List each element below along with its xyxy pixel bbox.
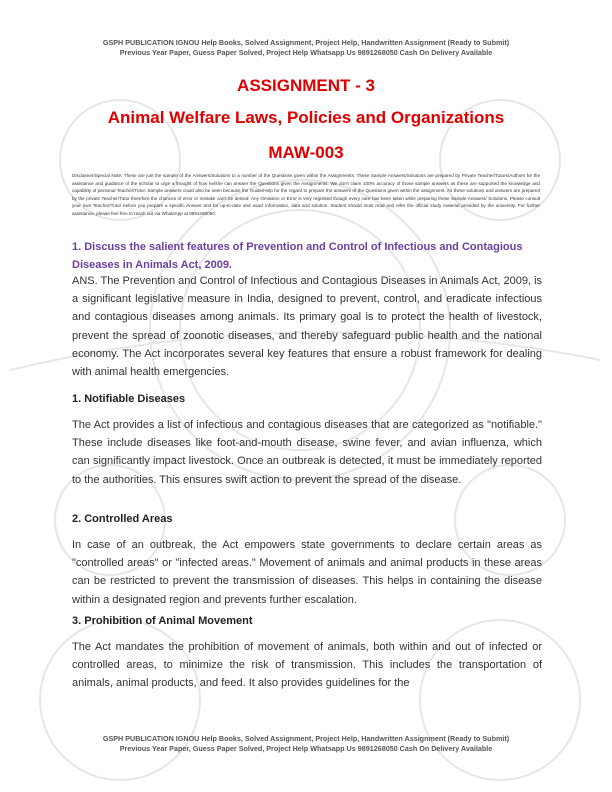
footer-line-2: Previous Year Paper, Guess Paper Solved, Project Help Whatsapp Us 9891268050 Cash On Delivery Available [119, 744, 493, 753]
disclaimer-note: Disclaimer/Special Note: These are just the sample of the Answers/Solutions to a number of the Questions given within the Assignments. These Sample Answers/Solutions are prepared by Private Teacher/Tutors/Authors for the assistance and guidance of the scholar to urge a thought of how he/she can answer the Questions given the Assignments. We don't claim 100% accuracy of those sample answers as these are supported the knowledge and capability of personal Teacher/Tutor. Sample answers could also be seen because the Guide/Help for the regard to prepare the answers of the Questions given within the assignment. As these solutions and answers are prepared by the private Teacher/Tutor therefore the chances of error or mistake can't be denied. Any Omission or Error is very regretted though every care has been taken while preparing these Sample Answers/ Solutions. Please consult your own Teacher/Tutor before you prepare a specific Answer and for up-to-date and exact information, data and solution. Student should must read and refer the official study material provided by the university. For further assistance, please feel free to reach out via WhatsApp at 9891268050. [72, 173, 540, 216]
header-line-2: Previous Year Paper, Guess Paper Solved, Project Help Whatsapp Us 9891268050 Cash On Delivery Available [119, 48, 493, 57]
section-text-movement: The Act mandates the prohibition of movement of animals, both within and out of infected or controlled areas, to minimize the risk of transmission. This includes the transportation of animals, animal products, and feed. It also provides guidelines for the [72, 641, 542, 690]
header-line-1: GSPH PUBLICATION IGNOU Help Books, Solved Assignment, Project Help, Handwritten Assignment (Ready to Submit) [102, 38, 510, 47]
assignment-title: ASSIGNMENT - 3 [237, 76, 375, 95]
course-code: MAW-003 [268, 143, 344, 162]
footer-line-1: GSPH PUBLICATION IGNOU Help Books, Solved Assignment, Project Help, Handwritten Assignment (Ready to Submit) [102, 734, 510, 743]
section-heading-notifiable: 1. Notifiable Diseases [72, 393, 186, 405]
answer-intro: ANS. The Prevention and Control of Infectious and Contagious Diseases in Animals Act, 2009, is a significant legislative measure in India, designed to prevent, control, and eradicate infectious and contagious diseases among animals. Its primary goal is to protect the health of livestock, prevent the spread of zoonotic diseases, and thereby safeguard public health and the national economy. The Act incorporates several key features that ensure a robust framework for dealing with animal health emergencies. [72, 275, 543, 379]
page-footer [40, 734, 572, 754]
page-header [40, 38, 572, 58]
section-heading-movement: 3. Prohibition of Animal Movement [72, 615, 253, 627]
section-heading-controlled: 2. Controlled Areas [72, 513, 173, 525]
question-heading: 1. Discuss the salient features of Prevention and Control of Infectious and Contagious Diseases in Animals Act, 2009. [72, 241, 523, 271]
section-text-notifiable: The Act provides a list of infectious and contagious diseases that are categorized as "notifiable." These include diseases like foot-and-mouth disease, swine fever, and avian influenza, which can significantly impact livestock. Once an outbreak is detected, it must be immediately reported to the authorities. This ensures swift action to prevent the spread of the disease. [72, 419, 542, 486]
section-text-controlled: In case of an outbreak, the Act empowers state governments to declare certain areas as "controlled areas" or "infected areas." Movement of animals and animal products in these areas can be restricted to prevent the transmission of diseases. This helps in containing the disease within a designated region and prevents further escalation. [72, 539, 542, 606]
subject-title: Animal Welfare Laws, Policies and Organizations [107, 108, 505, 127]
